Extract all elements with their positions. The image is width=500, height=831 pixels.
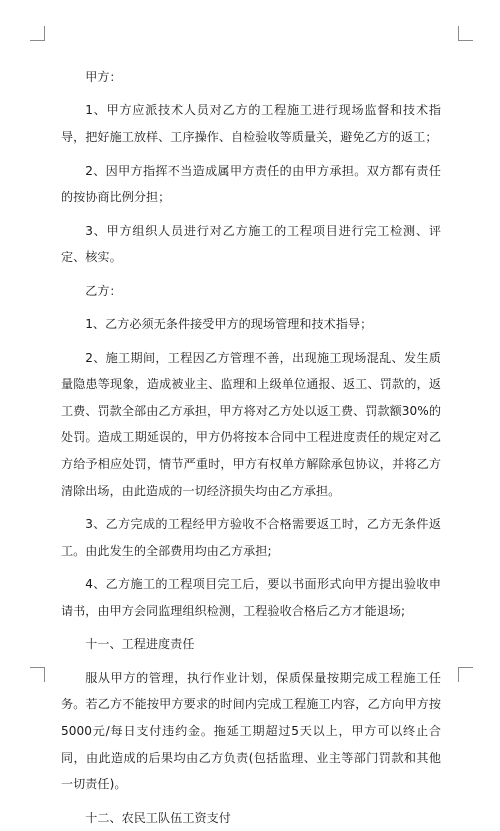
section-11-heading: 十一、工程进度责任 — [85, 637, 195, 652]
party-a-clause-1: 1、甲方应派技术人员对乙方的工程施工进行现场监督和技术指导，把好施工放样、工序操作、自检验收等质量关，避免乙方的返工； — [61, 103, 441, 145]
party-b-clause-1: 1、乙方必须无条件接受甲方的现场管理和技术指导； — [85, 317, 373, 332]
party-b-clause-4: 4、乙方施工的工程项目完工后，要以书面形式向甲方提出验收申请书，由甲方会同监理组织检测，工程验收合格后乙方才能退场; — [61, 577, 441, 618]
party-a-heading: 甲方： — [85, 70, 122, 84]
section-12-heading: 十二、农民工队伍工资支付 — [85, 810, 231, 825]
crop-mark-bottom-right — [458, 667, 473, 682]
crop-mark-top-left — [30, 26, 45, 41]
crop-mark-top-right — [458, 26, 473, 41]
section-11-body: 服从甲方的管理，执行作业计划，保质保量按期完成工程施工任务。若乙方不能按甲方要求的时间内完成工程施工内容，乙方向甲方按5000元/每日支付违约金。拖延工期超过5天以上，甲方可以终止合同，由此造成的后果均由乙方负责(包括监理、业主等部门罚款和其他一切责任)。 — [61, 670, 441, 792]
crop-mark-bottom-left — [30, 667, 45, 682]
party-a-clause-2: 2、因甲方指挥不当造成属甲方责任的由甲方承担。双方都有责任的按协商比例分担； — [61, 163, 441, 205]
party-b-clause-2: 2、施工期间，工程因乙方管理不善，出现施工现场混乱、发生质量隐患等现象，造成被业主、监理和上级单位通报、返工、罚款的，返工费、罚款全部由乙方承担，甲方将对乙方处以返工费、罚款额30%的处罚。造成工期延误的，甲方仍将按本合同中工程进度责任的规定对乙方给予相应处罚，情节严重时，甲方有权单方解除承包协议，并将乙方清除出场，由此造成的一切经济损失均由乙方承担。 — [61, 350, 441, 498]
party-b-heading: 乙方： — [85, 283, 122, 298]
document-body — [61, 64, 441, 831]
party-a-clause-3: 3、甲方组织人员进行对乙方施工的工程项目进行完工检测、评定、核实。 — [61, 223, 441, 265]
party-b-clause-3: 3、乙方完成的工程经甲方验收不合格需要返工时，乙方无条件返工。由此发生的全部费用均由乙方承担; — [61, 517, 441, 558]
